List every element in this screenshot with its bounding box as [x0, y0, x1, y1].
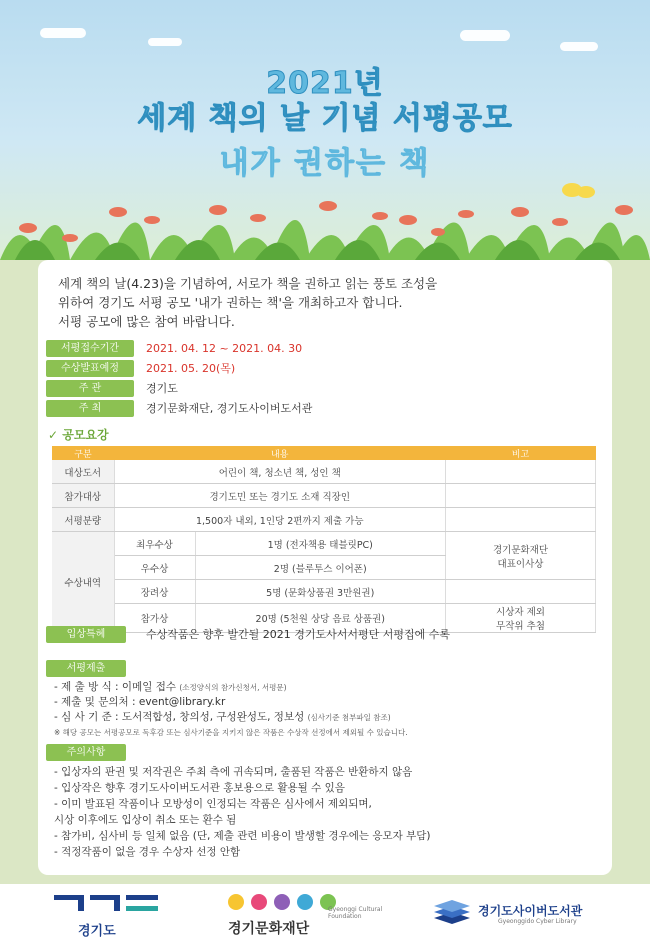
table-row: 우수상 2명 (블루투스 이어폰)	[52, 556, 596, 580]
book-stack-icon	[432, 900, 472, 926]
info-label: 수상발표예정	[46, 360, 134, 377]
cloud-icon	[40, 28, 86, 38]
table-row: 수상내역 최우수상 1명 (전자책용 태블릿PC) 경기문화재단 대표이사상	[52, 532, 596, 556]
chevron-down-icon: ✓	[48, 428, 59, 442]
info-value: 2021. 04. 12 ~ 2021. 04. 30	[146, 342, 303, 355]
list-item: - 참가비, 심사비 등 일체 없음 (단, 제출 관련 비용이 발생할 경우에는 응모자 부담)	[54, 830, 431, 842]
table-row: 대상도서 어린이 책, 청소년 책, 성인 책	[52, 460, 596, 484]
gyeonggi-logo-icon	[52, 892, 162, 916]
list-item: - 이미 발표된 작품이나 모방성이 인정되는 작품은 심사에서 제외되며,	[54, 798, 372, 810]
info-row-announce	[46, 360, 606, 378]
benefit-text: 수상작품은 향후 발간될 2021 경기도사서서평단 서평집에 수록	[146, 628, 450, 641]
table-header: 내용	[114, 446, 446, 460]
list-item: - 입상자의 판권 및 저작권은 주최 측에 귀속되며, 출품된 작품은 반환하지 않음	[54, 766, 413, 778]
main-title: 세계 책의 날 기념 서평공모	[137, 101, 513, 136]
cultural-foundation-logo: Gyeonggi Cultural Foundation 경기문화재단	[228, 892, 398, 938]
info-row-period	[46, 340, 606, 358]
table-row: 장려상 5명 (문화상품권 3만원권)	[52, 580, 596, 604]
info-label: 주 관	[46, 380, 134, 397]
info-value: 경기도	[146, 382, 178, 395]
requirements-heading: ✓ 공모요강	[48, 428, 109, 442]
table-row: 서평분량 1,500자 내외, 1인당 2편까지 제출 가능	[52, 508, 596, 532]
table-header: 비고	[446, 446, 596, 460]
submission-details: - 제 출 방 식 : 이메일 접수 (소정양식의 참가신청서, 서평문) - 제출 및 문의처 : event@library.kr - 심 사 기 준 : 도서적합성, 창의성, 구성완성도, 정보성 (심사기준 첨부파일 참조) ※ 해당 공모는 서평공모로 독후감 또는 심사기준을 지키지 않은 작품은 수상작 선정에서 제외될 수 있습니다.	[54, 680, 610, 740]
cyber-library-logo: 경기도사이버도서관 Gyeonggido Cyber Library	[432, 892, 642, 938]
submission-label: 서평제출	[46, 660, 126, 677]
benefit-label: 입상특혜	[46, 626, 126, 643]
butterfly-icon	[562, 183, 595, 198]
cautions-label: 주의사항	[46, 744, 126, 761]
info-label: 서평접수기간	[46, 340, 134, 357]
sub-title: 내가 권하는 책	[219, 146, 431, 181]
list-item: 시상 이후에도 입상이 취소 또는 환수 됨	[54, 814, 237, 826]
gyeonggi-logo: 경기도	[52, 892, 162, 938]
info-row-organizer	[46, 380, 606, 398]
contact-email: - 제출 및 문의처 : event@library.kr	[54, 696, 226, 708]
table-row: 참가상 20명 (5천원 상당 음료 상품권) 시상자 제외 무작위 추첨	[52, 604, 596, 633]
table-header: 구분	[52, 446, 114, 460]
cautions-list	[54, 764, 610, 860]
content-card	[38, 260, 612, 875]
year-title: 2021년	[266, 66, 384, 101]
cloud-icon	[560, 42, 598, 51]
table-row: 참가대상 경기도민 또는 경기도 소재 직장인	[52, 484, 596, 508]
cloud-icon	[460, 30, 510, 41]
intro-text: 세계 책의 날(4.23)을 기념하여, 서로가 책을 권하고 읽는 풍토 조성을 위하여 경기도 서평 공모 '내가 권하는 책'을 개최하고자 합니다. 서평 공모에 많은 참여 바랍니다.	[58, 276, 438, 329]
flower-field-illustration	[0, 170, 650, 260]
cloud-icon	[148, 38, 182, 46]
info-value: 2021. 05. 20(목)	[146, 362, 236, 375]
info-label: 주 최	[46, 400, 134, 417]
info-value: 경기문화재단, 경기도사이버도서관	[146, 402, 313, 415]
info-row-host	[46, 400, 606, 418]
hero-banner	[0, 0, 650, 260]
footer-logos	[0, 884, 650, 944]
list-item: - 입상작은 향후 경기도사이버도서관 홍보용으로 활용될 수 있음	[54, 782, 345, 794]
list-item: - 적정작품이 없을 경우 수상자 선정 안함	[54, 846, 241, 858]
requirements-table	[52, 446, 596, 633]
